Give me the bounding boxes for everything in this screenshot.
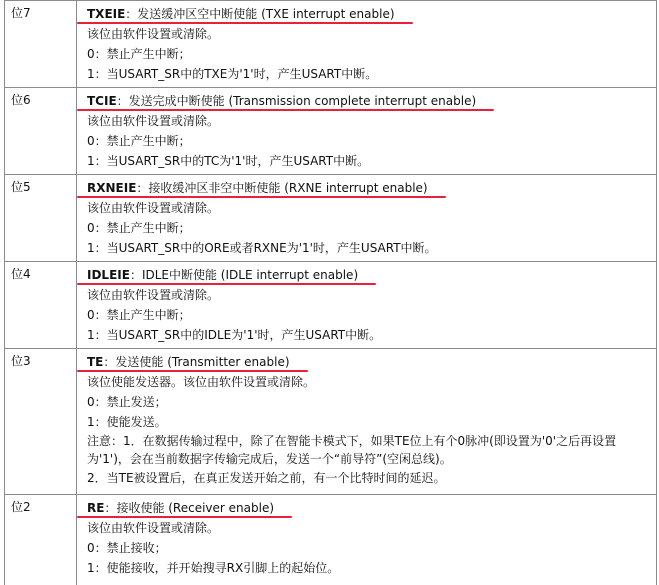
red-underline-annotation xyxy=(77,516,292,518)
desc-line: 0：禁止接收； xyxy=(87,541,167,555)
red-underline-annotation xyxy=(77,22,413,24)
bit-title xyxy=(87,91,476,111)
desc-line: 1：使能接收，并开始搜寻RX引脚上的起始位。 xyxy=(87,561,340,575)
desc-line: 0：禁止发送； xyxy=(87,395,167,409)
table-row xyxy=(5,0,656,87)
bit-title-text: ：发送完成中断使能 (Transmission complete interrupt enable) xyxy=(116,94,477,108)
bit-name: RXNEIE xyxy=(87,181,137,195)
table-row xyxy=(5,261,656,348)
desc-line: 该位由软件设置或清除。 xyxy=(87,27,220,41)
desc-line: 0：禁止产生中断； xyxy=(87,221,191,235)
bit-title xyxy=(87,178,428,198)
red-underline-annotation xyxy=(77,109,494,111)
bit-title-text: ：接收缓冲区非空中断使能 (RXNE interrupt enable) xyxy=(136,181,428,195)
desc-line: 该位使能发送器。该位由软件设置或清除。 xyxy=(87,375,316,389)
bit-description xyxy=(77,88,656,174)
desc-line: 该位由软件设置或清除。 xyxy=(87,201,220,215)
desc-line: 1：当USART_SR中的TC为'1'时，产生USART中断。 xyxy=(87,154,370,168)
bit-label: 位5 xyxy=(5,175,77,261)
desc-line: 该位由软件设置或清除。 xyxy=(87,288,220,302)
note-text: 2．当TE被设置后，在真正发送开始之前，有一个比特时间的延迟。 xyxy=(87,471,446,485)
bit-label: 位3 xyxy=(5,349,77,494)
desc-line: 1：当USART_SR中的IDLE为'1'时，产生USART中断。 xyxy=(87,328,382,342)
bit-name: TXEIE xyxy=(87,7,126,21)
red-underline-annotation xyxy=(77,196,446,198)
bit-label: 位2 xyxy=(5,495,77,585)
desc-line: 1：当USART_SR中的TXE为'1'时，产生USART中断。 xyxy=(87,67,378,81)
desc-line: 1：使能发送。 xyxy=(87,415,167,429)
bit-label: 位4 xyxy=(5,262,77,348)
bit-title-text: ：IDLE中断使能 (IDLE interrupt enable) xyxy=(129,268,359,282)
bit-description xyxy=(77,262,656,348)
bit-description xyxy=(77,495,656,585)
note-text: 注意：1．在数据传输过程中，除了在智能卡模式下，如果TE位上有个0脉冲(即设置为'0'之后再设置为'1')，会在当前数据字传输完成后，发送一个“前导符”(空闲总线)。 xyxy=(87,434,617,466)
bit-name: IDLEIE xyxy=(87,268,130,282)
bit-title xyxy=(87,4,395,24)
bit-title-text: ：发送缓冲区空中断使能 (TXE interrupt enable) xyxy=(125,7,395,21)
bit-title xyxy=(87,352,290,372)
table-row xyxy=(5,87,656,174)
red-underline-annotation xyxy=(77,370,308,372)
bit-label: 位6 xyxy=(5,88,77,174)
bit-description xyxy=(77,1,656,87)
desc-line: 该位由软件设置或清除。 xyxy=(87,521,220,535)
bit-title xyxy=(87,498,274,518)
bit-title-text: ：发送使能 (Transmitter enable) xyxy=(103,355,290,369)
bit-description xyxy=(77,175,656,261)
desc-line: 0：禁止产生中断； xyxy=(87,47,191,61)
red-underline-annotation xyxy=(77,283,376,285)
desc-line: 1：当USART_SR中的ORE或者RXNE为'1'时，产生USART中断。 xyxy=(87,241,437,255)
register-bit-table xyxy=(4,0,657,585)
bit-title-text: ：接收使能 (Receiver enable) xyxy=(104,501,275,515)
table-row xyxy=(5,174,656,261)
bit-name: RE xyxy=(87,501,105,515)
bit-name: TCIE xyxy=(87,94,117,108)
table-row xyxy=(5,348,656,494)
desc-line: 0：禁止产生中断； xyxy=(87,134,191,148)
desc-line: 0：禁止产生中断； xyxy=(87,308,191,322)
table-row xyxy=(5,494,656,585)
bit-name: TE xyxy=(87,355,104,369)
desc-line: 该位由软件设置或清除。 xyxy=(87,114,220,128)
bit-label: 位7 xyxy=(5,1,77,87)
bit-title xyxy=(87,265,358,285)
bit-description xyxy=(77,349,656,494)
